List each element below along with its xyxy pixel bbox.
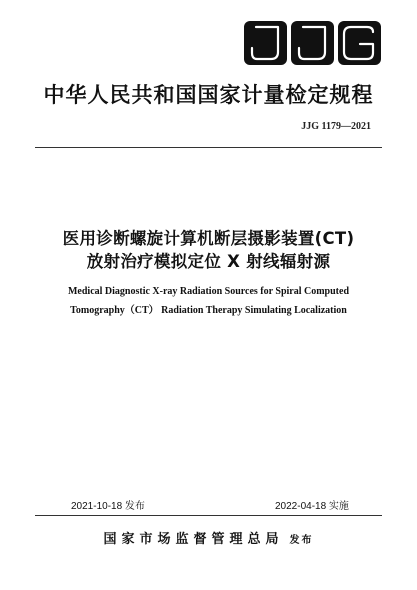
english-title-line-1: Medical Diagnostic X-ray Radiation Sources for Spiral Computed <box>67 286 349 297</box>
chinese-title-line-1: 医用诊断螺旋计算机断层摄影装置(CT) <box>62 229 355 248</box>
regulation-title: 中华人民共和国国家计量检定规程 <box>43 83 374 107</box>
publisher <box>0 528 417 547</box>
jjg-logo <box>242 18 384 68</box>
top-divider <box>35 147 382 148</box>
bottom-divider <box>35 515 382 516</box>
issue-date: 2021-10-18 发布 <box>71 501 145 512</box>
publisher-name: 国家市场监督管理总局 <box>103 532 284 547</box>
chinese-title-line-2: 放射治疗模拟定位 X 射线辐射源 <box>86 252 331 271</box>
standard-number: JJG 1179—2021 <box>301 121 371 132</box>
implementation-date: 2022-04-18 实施 <box>275 501 349 512</box>
publisher-suffix: 发布 <box>289 535 314 546</box>
english-title-line-2: Tomography（CT） Radiation Therapy Simulating Localization <box>70 305 347 316</box>
